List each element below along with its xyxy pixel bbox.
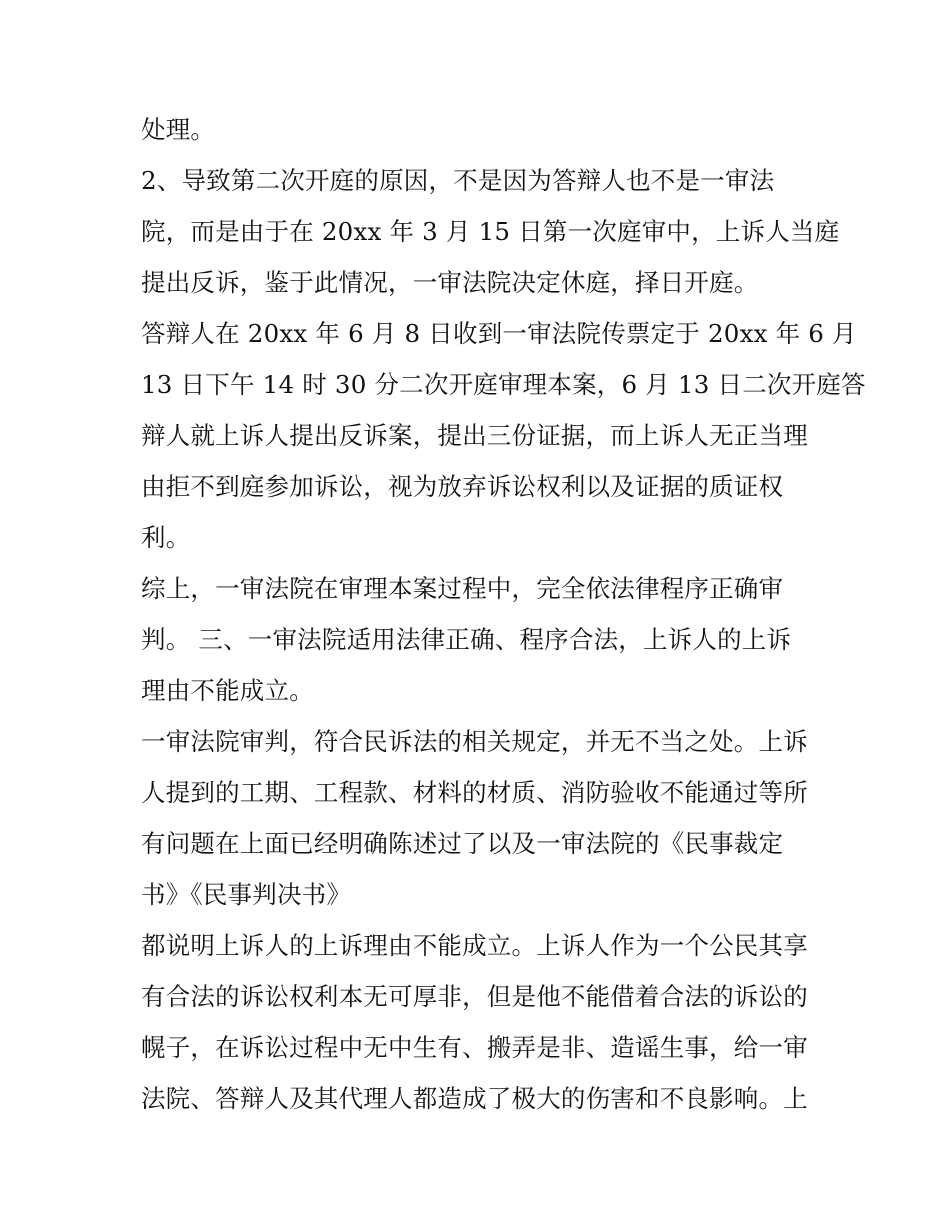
text-line-3: 院，而是由于在 20xx 年 3 月 15 日第一次庭审中，上诉人当庭 [141, 217, 840, 246]
text-line-20: 法院、答辩人及其代理人都造成了极大的伤害和不良影响。上 [141, 1084, 808, 1113]
text-line-2: 2、导致第二次开庭的原因，不是因为答辩人也不是一审法 [141, 166, 775, 195]
text-line-14: 人提到的工期、工程款、材料的材质、消防验收不能通过等所 [141, 778, 808, 807]
text-line-16: 书》《民事判决书》 [141, 880, 352, 909]
text-line-7: 辩人就上诉人提出反诉案，提出三份证据，而上诉人无正当理 [141, 421, 808, 450]
text-line-8: 由拒不到庭参加诉讼，视为放弃诉讼权利以及证据的质证权 [141, 472, 784, 501]
text-line-13: 一审法院审判，符合民诉法的相关规定，并无不当之处。上诉 [141, 727, 808, 756]
text-line-1: 处理。 [141, 115, 216, 144]
text-line-10: 综上，一审法院在审理本案过程中，完全依法律程序正确审 [141, 574, 784, 603]
text-line-17: 都说明上诉人的上诉理由不能成立。上诉人作为一个公民其享 [141, 931, 808, 960]
text-line-4: 提出反诉，鉴于此情况，一审法院决定休庭，择日开庭。 [141, 268, 759, 297]
text-line-15: 有问题在上面已经明确陈述过了以及一审法院的《民事裁定 [141, 829, 784, 858]
text-line-6: 13 日下午 14 时 30 分二次开庭审理本案，6 月 13 日二次开庭答 [141, 370, 866, 399]
text-line-11: 判。 三、一审法院适用法律正确、程序合法，上诉人的上诉 [141, 625, 792, 654]
text-line-18: 有合法的诉讼权利本无可厚非，但是他不能借着合法的诉讼的 [141, 982, 808, 1011]
text-line-19: 幌子，在诉讼过程中无中生有、搬弄是非、造谣生事，给一审 [141, 1033, 808, 1062]
text-line-12: 理由不能成立。 [141, 676, 314, 705]
text-line-9: 利。 [141, 523, 191, 552]
text-line-5: 答辩人在 20xx 年 6 月 8 日收到一审法院传票定于 20xx 年 6 月 [141, 319, 857, 348]
